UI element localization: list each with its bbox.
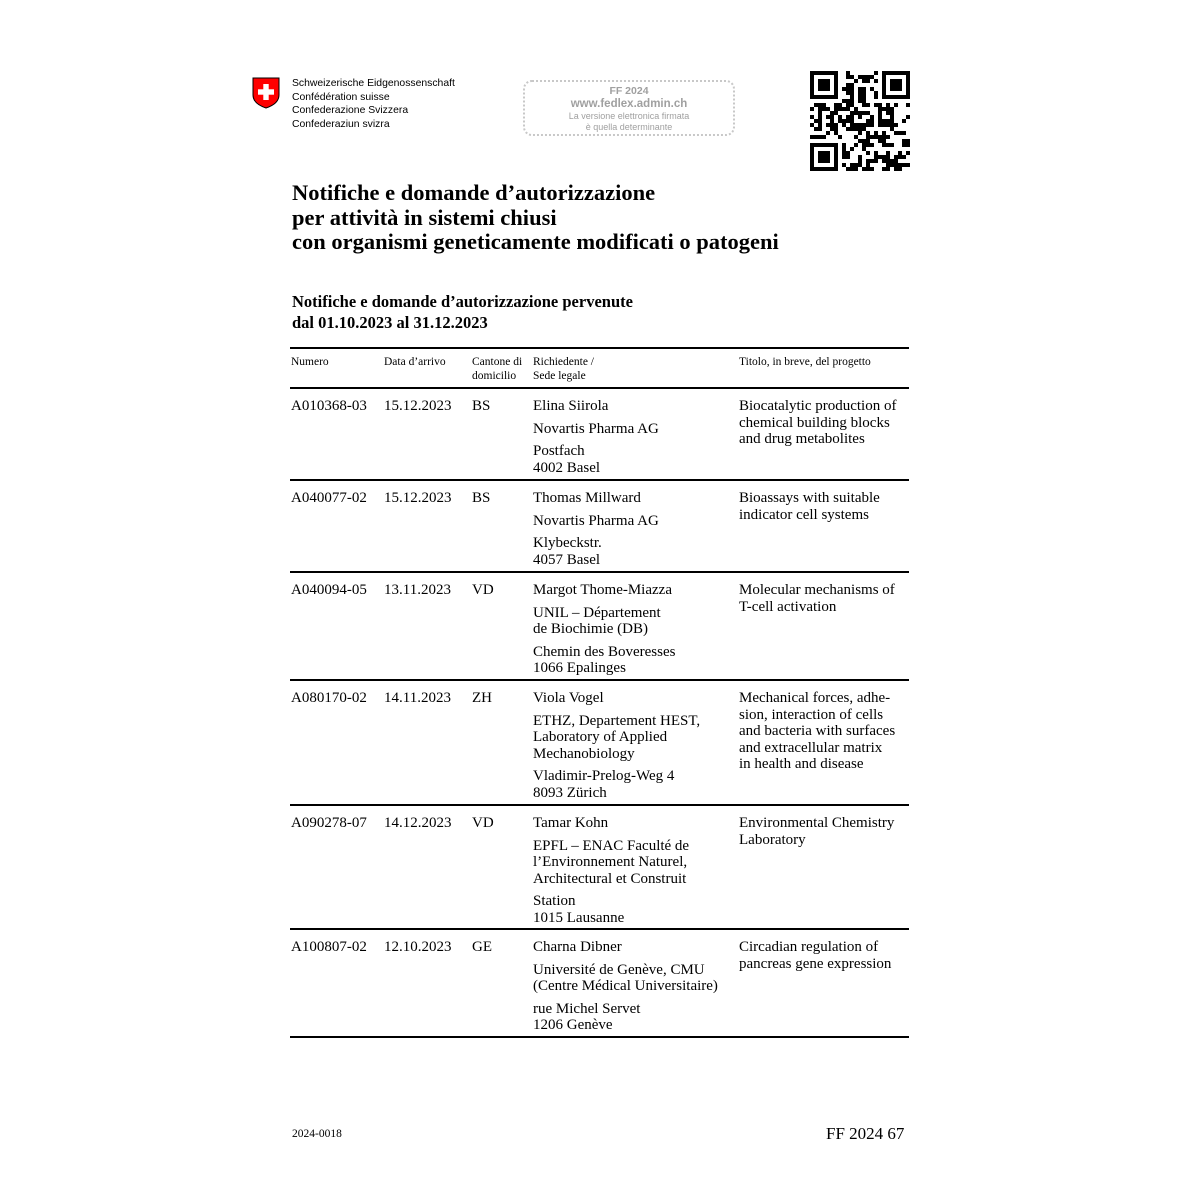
applicant-organization: EPFL – ENAC Faculté de l’Environnement Naturel, Architectural et Construit (533, 837, 690, 887)
stamp-ff: FF 2024 (609, 85, 649, 97)
cell-richiedente (533, 490, 738, 574)
title-line-2: per attività in sistemi chiusi (292, 204, 557, 230)
cell-data: 14.12.2023 (384, 815, 452, 831)
header-cantone (472, 356, 522, 383)
cell-data: 15.12.2023 (384, 398, 452, 414)
cell-cantone: GE (472, 939, 492, 955)
table-header (290, 349, 909, 387)
confederation-names (292, 77, 455, 131)
applicant-address: Postfach 4002 Basel (533, 443, 601, 476)
cell-titolo: Circadian regulation of pancreas gene expression (739, 939, 892, 972)
subtitle-line-1: Notifiche e domande d’autorizzazione pervenute (292, 292, 633, 311)
cell-titolo: Bioassays with suitable indicator cell systems (739, 490, 880, 523)
cell-cantone: VD (472, 582, 494, 598)
cell-numero: A080170-02 (291, 690, 367, 706)
document-number: 2024-0018 (292, 1128, 342, 1140)
header-cantone-2: domicilio (472, 369, 517, 382)
confederation-de: Schweizerische Eidgenossenschaft (292, 78, 455, 89)
applicant-name: Margot Thome-Miazza (533, 582, 672, 598)
cell-titolo: Mechanical forces, adhe- sion, interaction of cells and bacteria with surfaces and extracellular matrix in health and disease (739, 690, 896, 772)
cell-cantone: VD (472, 815, 494, 831)
applicant-organization: Novartis Pharma AG (533, 512, 659, 529)
table-row (290, 479, 909, 571)
cell-numero: A040077-02 (291, 490, 367, 506)
cell-data: 13.11.2023 (384, 582, 451, 598)
applicant-organization: ETHZ, Departement HEST, Laboratory of Applied Mechanobiology (533, 712, 701, 762)
cell-cantone: ZH (472, 690, 492, 706)
cell-richiedente (533, 582, 738, 683)
applicant-organization: Université de Genève, CMU (Centre Médical Universitaire) (533, 961, 718, 994)
header-richiedente-2: Sede legale (533, 369, 586, 382)
header-richiedente (533, 356, 594, 383)
cell-numero: A100807-02 (291, 939, 367, 955)
table-row (290, 571, 909, 679)
table-row (290, 804, 909, 928)
title-line-3: con organismi geneticamente modificati o patogeni (292, 229, 779, 254)
cell-cantone: BS (472, 490, 491, 506)
applicant-name: Thomas Millward (533, 490, 641, 506)
cell-titolo: Biocatalytic production of chemical building blocks and drug metabolites (739, 398, 897, 447)
applicant-address: rue Michel Servet 1206 Genève (533, 1000, 641, 1033)
applicant-name: Viola Vogel (533, 690, 604, 706)
cell-cantone: BS (472, 398, 491, 414)
header-cantone-1: Cantone di (472, 356, 523, 368)
applicant-address: Chemin des Boveresses 1066 Epalinges (533, 643, 676, 676)
fedlex-stamp (523, 80, 735, 136)
cell-richiedente (533, 398, 738, 482)
header-data: Data d’arrivo (384, 356, 446, 368)
section-subtitle (292, 291, 633, 333)
header-numero: Numero (291, 356, 329, 368)
applicant-organization: Novartis Pharma AG (533, 420, 659, 437)
header-titolo: Titolo, in breve, del progetto (739, 356, 871, 368)
confederation-it: Confederazione Svizzera (292, 105, 409, 117)
swiss-cross-icon (252, 77, 280, 109)
stamp-note-2: è quella determinante (585, 122, 673, 132)
applicant-name: Charna Dibner (533, 939, 622, 955)
cell-data: 14.11.2023 (384, 690, 451, 706)
applicant-address: Station 1015 Lausanne (533, 893, 625, 926)
cell-numero: A040094-05 (291, 582, 367, 598)
stamp-note-1: La versione elettronica firmata (568, 111, 690, 121)
cell-numero: A090278-07 (291, 815, 367, 831)
table-row (290, 928, 909, 1036)
subtitle-line-2: dal 01.10.2023 al 31.12.2023 (292, 313, 488, 332)
page-title (292, 181, 779, 255)
confederation-rm: Confederaziun svizra (292, 118, 390, 130)
cell-richiedente (533, 939, 738, 1040)
applicant-address: Vladimir-Prelog-Weg 4 8093 Zürich (533, 768, 675, 801)
table-body (290, 387, 909, 1036)
cell-titolo: Environmental Chemistry Laboratory (739, 815, 895, 848)
cell-data: 12.10.2023 (384, 939, 452, 955)
confederation-fr: Confédération suisse (292, 91, 390, 103)
header-richiedente-1: Richiedente / (533, 356, 594, 368)
cell-richiedente (533, 815, 738, 932)
qr-code-icon (810, 71, 910, 171)
applicant-organization: UNIL – Département de Biochimie (DB) (533, 604, 661, 637)
applicant-name: Elina Siirola (533, 398, 609, 414)
table-row (290, 679, 909, 804)
applicant-address: Klybeckstr. 4057 Basel (533, 535, 602, 568)
stamp-url: www.fedlex.admin.ch (570, 98, 688, 110)
applicant-name: Tamar Kohn (533, 815, 609, 831)
title-line-1: Notifiche e domande d’autorizzazione (292, 180, 656, 205)
table-row (290, 387, 909, 479)
cell-titolo: Molecular mechanisms of T-cell activation (739, 582, 895, 615)
cell-data: 15.12.2023 (384, 490, 452, 506)
page-reference: FF 2024 67 (826, 1124, 905, 1143)
cell-richiedente (533, 690, 738, 807)
cell-numero: A010368-03 (291, 398, 367, 414)
notifications-table (290, 347, 909, 1038)
